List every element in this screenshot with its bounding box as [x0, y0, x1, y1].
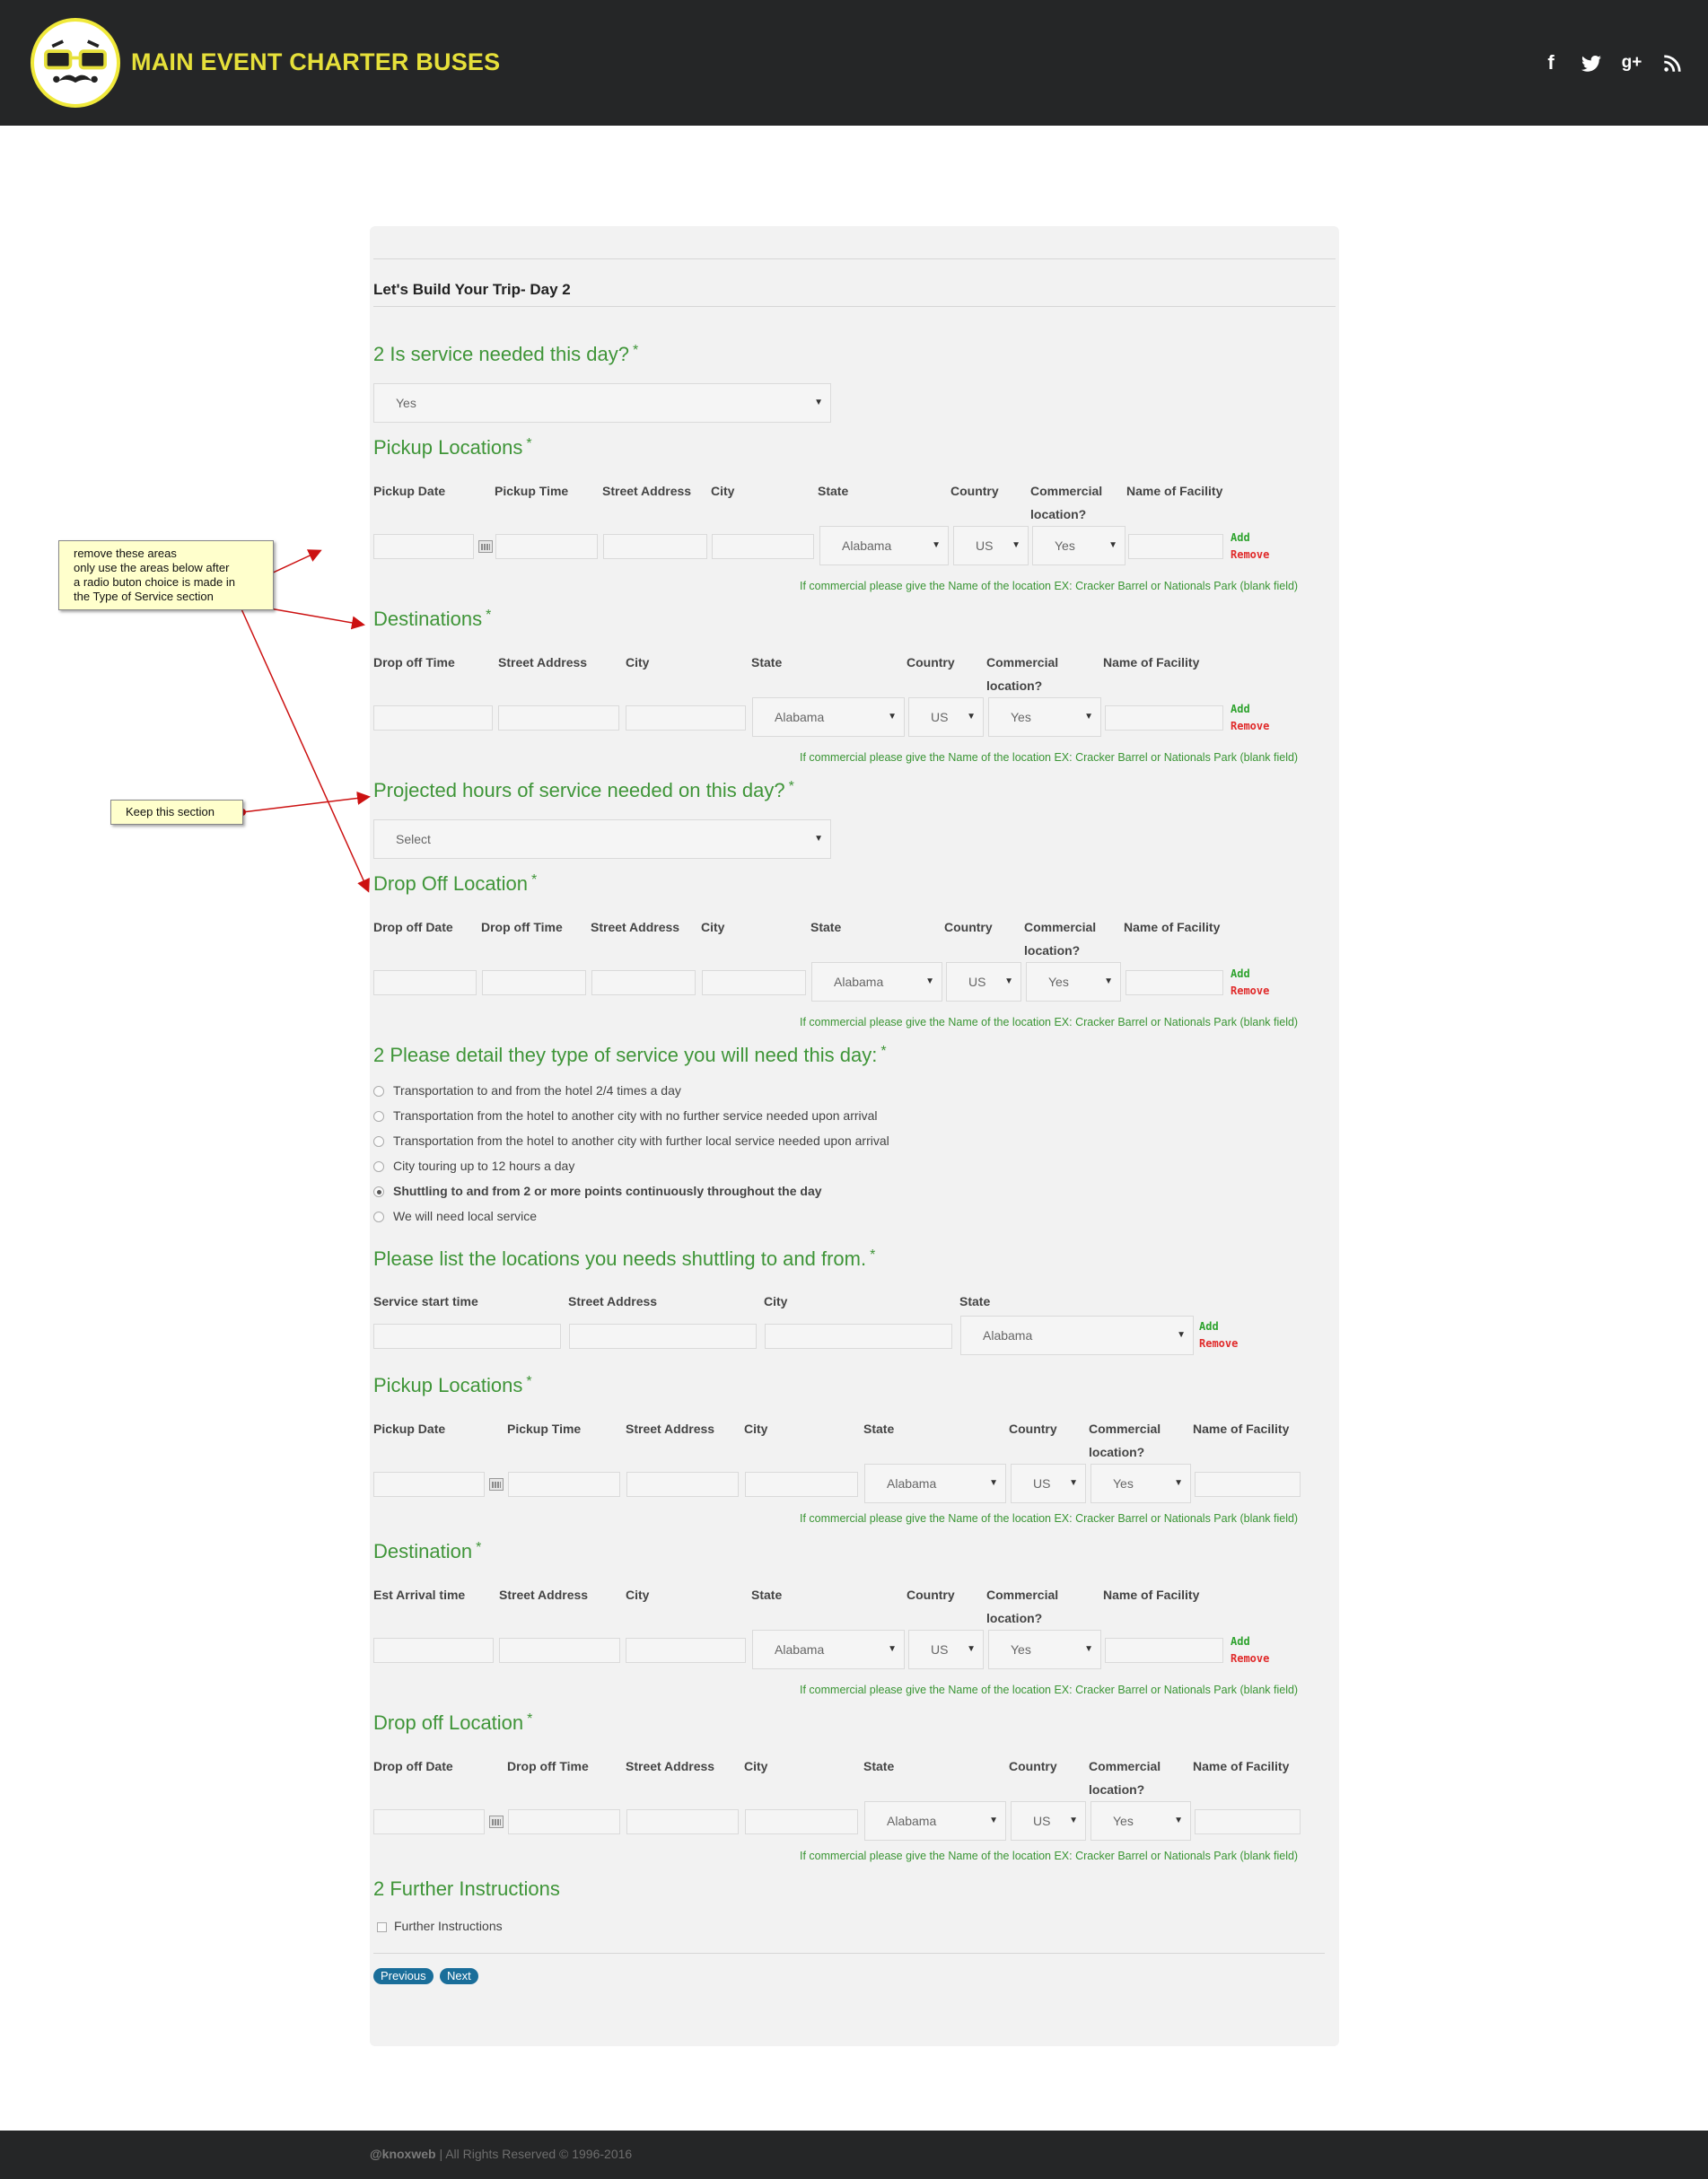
- col-header: Country: [1009, 1759, 1057, 1773]
- col-header: Drop off Time: [481, 920, 563, 934]
- col-header: Commercial location?: [986, 655, 1059, 693]
- add-link[interactable]: Add: [1231, 531, 1250, 544]
- col-header: Pickup Time: [495, 484, 569, 498]
- divider: [373, 1953, 1325, 1954]
- col-header: Street Address: [591, 920, 680, 934]
- next-button[interactable]: Next: [440, 1968, 478, 1984]
- col-header: Drop off Date: [373, 1759, 453, 1773]
- radio-button[interactable]: [373, 1161, 384, 1172]
- facility-name-input[interactable]: [1126, 970, 1223, 995]
- col-header: City: [626, 655, 650, 669]
- callout-line: remove these areas: [74, 547, 177, 560]
- radio-button[interactable]: [373, 1136, 384, 1147]
- col-header: Name of Facility: [1124, 920, 1221, 934]
- col-header: Street Address: [626, 1422, 715, 1436]
- callout-line: only use the areas below after: [74, 561, 230, 574]
- col-header: Street Address: [602, 484, 692, 498]
- col-header: Pickup Time: [507, 1422, 582, 1436]
- commercial-note: If commercial please give the Name of the location EX: Cracker Barrel or Nationals Park (blank field): [800, 1016, 1299, 1028]
- col-header: City: [744, 1422, 768, 1436]
- col-header: Drop off Time: [373, 655, 455, 669]
- col-header: Commercial location?: [1089, 1759, 1161, 1797]
- facility-name-input[interactable]: [1195, 1472, 1301, 1497]
- remove-link[interactable]: Remove: [1231, 984, 1270, 997]
- col-header: Country: [907, 1588, 955, 1602]
- dropoff-date-input[interactable]: [373, 970, 477, 995]
- logo[interactable]: [31, 18, 120, 108]
- pickup-date-input[interactable]: [373, 1472, 485, 1497]
- street-address-input[interactable]: [626, 1809, 739, 1834]
- state-select[interactable]: Alabama ▼: [960, 1316, 1194, 1355]
- callout-line: a radio buton choice is made in: [74, 575, 235, 589]
- radio-button[interactable]: [373, 1111, 384, 1122]
- street-address-input[interactable]: [591, 970, 696, 995]
- previous-button[interactable]: Previous: [373, 1968, 434, 1984]
- col-header: City: [764, 1294, 788, 1308]
- facility-name-input[interactable]: [1105, 1638, 1223, 1663]
- service-start-time-input[interactable]: [373, 1324, 561, 1349]
- calendar-icon[interactable]: [489, 1478, 504, 1491]
- col-header: Commercial location?: [1024, 920, 1097, 958]
- service-option-selected[interactable]: Shuttling to and from 2 or more points continuously throughout the day: [373, 1184, 822, 1205]
- street-address-input[interactable]: [498, 705, 619, 731]
- service-option[interactable]: We will need local service: [373, 1209, 537, 1230]
- projected-hours-title: Projected hours of service needed on this day? *: [373, 779, 794, 801]
- commercial-note: If commercial please give the Name of the location EX: Cracker Barrel or Nationals Park (blank field): [800, 1684, 1299, 1696]
- annotation-arrow: [259, 607, 363, 625]
- further-instructions-title: 2 Further Instructions: [373, 1877, 560, 1900]
- commercial-select[interactable]: Yes ▼: [1026, 962, 1121, 1002]
- col-header: Commercial location?: [1089, 1422, 1161, 1459]
- service-option[interactable]: Transportation to and from the hotel 2/4 times a day: [373, 1083, 681, 1105]
- projected-hours-select[interactable]: Select ▼: [373, 819, 831, 859]
- shuttle-locations-title: Please list the locations you needs shuttling to and from. *: [373, 1247, 876, 1270]
- country-select[interactable]: US ▼: [908, 1630, 984, 1669]
- service-type-title: 2 Please detail they type of service you will need this day: *: [373, 1044, 887, 1066]
- mustache-glasses-logo-icon: [34, 22, 117, 104]
- remove-link[interactable]: Remove: [1199, 1337, 1239, 1350]
- street-address-input[interactable]: [569, 1324, 757, 1349]
- site-header: [0, 0, 1708, 126]
- further-instructions-option[interactable]: Further Instructions: [377, 1919, 503, 1933]
- callout-line: the Type of Service section: [74, 590, 214, 603]
- col-header: City: [711, 484, 735, 498]
- page-heading: Let's Build Your Trip- Day 2: [373, 281, 571, 298]
- dropoff-date-input[interactable]: [373, 1809, 485, 1834]
- service-option[interactable]: City touring up to 12 hours a day: [373, 1159, 574, 1180]
- country-select[interactable]: US ▼: [953, 526, 1029, 565]
- service-needed-select[interactable]: Yes ▼: [373, 383, 831, 423]
- facebook-icon[interactable]: f: [1547, 51, 1555, 74]
- city-input[interactable]: [712, 534, 814, 559]
- add-link[interactable]: Add: [1199, 1320, 1219, 1333]
- commercial-note: If commercial please give the Name of the location EX: Cracker Barrel or Nationals Park (blank field): [800, 1850, 1299, 1862]
- col-header: State: [751, 655, 783, 669]
- col-header: Commercial location?: [1030, 484, 1103, 521]
- commercial-select[interactable]: Yes ▼: [1090, 1464, 1191, 1503]
- calendar-icon[interactable]: [489, 1816, 504, 1828]
- col-header: Pickup Date: [373, 1422, 446, 1436]
- col-header: Drop off Date: [373, 920, 453, 934]
- col-header: City: [626, 1588, 650, 1602]
- col-header: Name of Facility: [1126, 484, 1223, 498]
- commercial-select[interactable]: Yes ▼: [1090, 1801, 1191, 1841]
- dropoff-time-input[interactable]: [508, 1809, 620, 1834]
- facility-name-input[interactable]: [1195, 1809, 1301, 1834]
- keep-section-callout: Keep this section: [110, 800, 243, 825]
- city-input[interactable]: [745, 1809, 858, 1834]
- city-input[interactable]: [626, 1638, 746, 1663]
- commercial-select[interactable]: Yes ▼: [1032, 526, 1126, 565]
- col-header: Country: [950, 484, 999, 498]
- col-header: State: [959, 1294, 991, 1308]
- copyright-text: @knoxweb | All Rights Reserved © 1996-2016: [370, 2147, 633, 2161]
- col-header: Name of Facility: [1193, 1422, 1290, 1436]
- calendar-icon[interactable]: [478, 540, 493, 553]
- col-header: Drop off Time: [507, 1759, 589, 1773]
- pickup-locations-title: Pickup Locations *: [373, 436, 532, 459]
- city-input[interactable]: [765, 1324, 952, 1349]
- commercial-note: If commercial please give the Name of the location EX: Cracker Barrel or Nationals Park (blank field): [800, 580, 1299, 592]
- commercial-select[interactable]: Yes ▼: [988, 1630, 1101, 1669]
- twitter-icon[interactable]: [1578, 50, 1605, 77]
- service-needed-question: 2 Is service needed this day? *: [373, 343, 639, 365]
- radio-button[interactable]: [373, 1212, 384, 1222]
- add-link[interactable]: Add: [1231, 967, 1250, 980]
- col-header: Service start time: [373, 1294, 478, 1308]
- divider: [373, 306, 1336, 307]
- footer-brand-link[interactable]: @knoxweb: [370, 2147, 436, 2161]
- col-header: Name of Facility: [1103, 655, 1200, 669]
- col-header: State: [751, 1588, 783, 1602]
- col-header: Name of Facility: [1103, 1588, 1200, 1602]
- pickup-time-input[interactable]: [508, 1472, 620, 1497]
- annotation-arrow: [269, 551, 320, 574]
- facility-name-input[interactable]: [1105, 705, 1223, 731]
- col-header: Country: [944, 920, 993, 934]
- state-select[interactable]: Alabama ▼: [752, 1630, 905, 1669]
- annotation-arrow: [239, 603, 368, 890]
- service-option[interactable]: Transportation from the hotel to another city with no further service needed upon arrival: [373, 1108, 878, 1130]
- radio-button[interactable]: [373, 1086, 384, 1097]
- facility-name-input[interactable]: [1128, 534, 1223, 559]
- divider: [373, 258, 1336, 259]
- state-select[interactable]: Alabama ▼: [811, 962, 942, 1002]
- col-header: Est Arrival time: [373, 1588, 466, 1602]
- remove-link[interactable]: Remove: [1231, 1652, 1270, 1665]
- col-header: Name of Facility: [1193, 1759, 1290, 1773]
- col-header: Pickup Date: [373, 484, 446, 498]
- street-address-input[interactable]: [603, 534, 707, 559]
- city-input[interactable]: [626, 705, 746, 731]
- pickup-date-input[interactable]: [373, 534, 474, 559]
- col-header: State: [818, 484, 849, 498]
- destinations-title: Destinations *: [373, 608, 492, 630]
- pickup-locations-title: Pickup Locations *: [373, 1374, 532, 1396]
- commercial-select[interactable]: Yes ▼: [988, 697, 1101, 737]
- street-address-input[interactable]: [499, 1638, 620, 1663]
- state-select[interactable]: Alabama ▼: [819, 526, 949, 565]
- add-link[interactable]: Add: [1231, 703, 1250, 715]
- country-select[interactable]: US ▼: [946, 962, 1021, 1002]
- radio-button-checked[interactable]: [373, 1186, 384, 1197]
- state-select[interactable]: Alabama ▼: [752, 697, 905, 737]
- col-header: Street Address: [626, 1759, 715, 1773]
- country-select[interactable]: US ▼: [908, 697, 984, 737]
- state-select[interactable]: Alabama ▼: [864, 1801, 1006, 1841]
- col-header: City: [744, 1759, 768, 1773]
- street-address-input[interactable]: [626, 1472, 739, 1497]
- col-header: Street Address: [498, 655, 588, 669]
- state-select[interactable]: Alabama ▼: [864, 1464, 1006, 1503]
- remove-link[interactable]: Remove: [1231, 720, 1270, 732]
- dropoff-time-input[interactable]: [373, 705, 493, 731]
- col-header: State: [863, 1759, 895, 1773]
- site-footer: [0, 2131, 1708, 2179]
- country-select[interactable]: US ▼: [1011, 1464, 1086, 1503]
- remove-link[interactable]: Remove: [1231, 548, 1270, 561]
- pickup-time-input[interactable]: [495, 534, 598, 559]
- col-header: Street Address: [568, 1294, 658, 1308]
- rss-icon[interactable]: [1659, 50, 1686, 77]
- google-plus-icon[interactable]: g+: [1621, 53, 1642, 72]
- col-header: State: [810, 920, 842, 934]
- service-option[interactable]: Transportation from the hotel to another city with further local service needed upon arrival: [373, 1133, 889, 1155]
- col-header: Commercial location?: [986, 1588, 1059, 1625]
- col-header: Street Address: [499, 1588, 589, 1602]
- commercial-note: If commercial please give the Name of the location EX: Cracker Barrel or Nationals Park (blank field): [800, 751, 1299, 764]
- add-link[interactable]: Add: [1231, 1635, 1250, 1648]
- city-input[interactable]: [702, 970, 806, 995]
- col-header: City: [701, 920, 725, 934]
- checkbox[interactable]: [377, 1922, 387, 1932]
- est-arrival-time-input[interactable]: [373, 1638, 494, 1663]
- dropoff-location-title: Drop off Location *: [373, 1711, 533, 1734]
- col-header: Country: [1009, 1422, 1057, 1436]
- remove-areas-callout: [58, 540, 274, 610]
- dropoff-location-title: Drop Off Location *: [373, 872, 538, 895]
- commercial-note: If commercial please give the Name of the location EX: Cracker Barrel or Nationals Park (blank field): [800, 1512, 1299, 1525]
- destination-title: Destination *: [373, 1540, 482, 1562]
- dropoff-time-input[interactable]: [482, 970, 586, 995]
- city-input[interactable]: [745, 1472, 858, 1497]
- col-header: State: [863, 1422, 895, 1436]
- annotation-arrow: [242, 797, 368, 812]
- brand-name[interactable]: MAIN EVENT CHARTER BUSES: [131, 48, 501, 75]
- country-select[interactable]: US ▼: [1011, 1801, 1086, 1841]
- col-header: Country: [907, 655, 955, 669]
